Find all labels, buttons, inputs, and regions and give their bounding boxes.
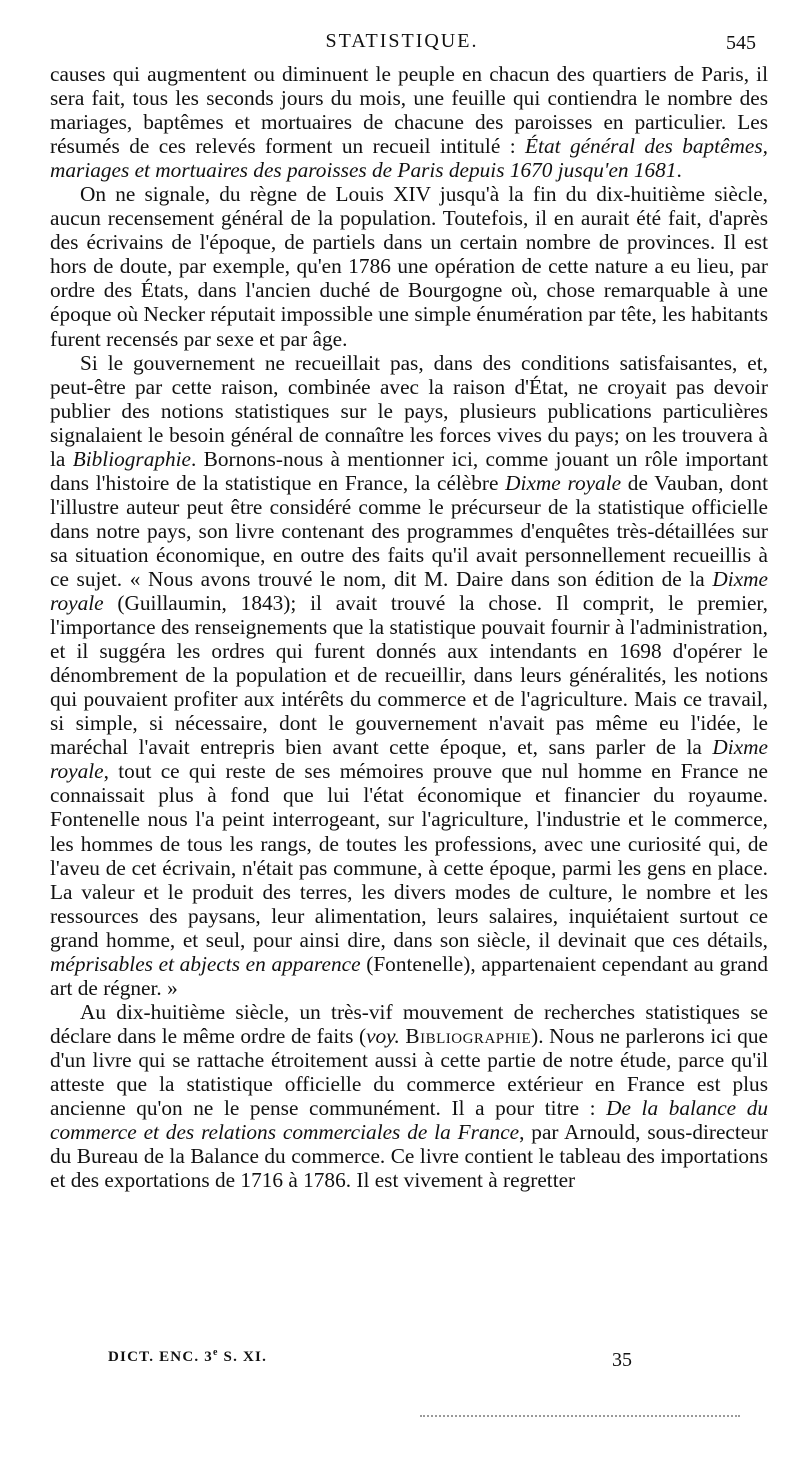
page-number: 545 [726,32,756,54]
text-run: de Vauban, dont l'illustre auteur peut être considéré comme le précurseur de la statistique officielle dans notre pays, son livre contenant des programmes d'enquêtes très-détaillées sur sa situation économique, en outre des faits qu'il avait personnellement recueillis à ce sujet. « Nous avons trouvé le nom, dit M. Daire dans son édition de la [50,470,768,591]
bottom-dotted-rule [420,1415,740,1417]
italic-text: Dixme royale [505,470,622,495]
italic-text: Dixme royale [50,735,768,784]
running-title: STATISTIQUE. [325,30,479,52]
italic-text: État général des baptêmes, mariages et mortuaires des paroisses de Paris depuis 1670 jusqu'en 1681 [50,134,768,183]
italic-text: méprisables et abjects en apparence [50,951,361,976]
text-run: . [676,158,682,183]
text-run: , par Arnould, sous-directeur du Bureau de la Balance du commerce. Ce livre contient le tableau des importations et des exportations de 1716 à 1786. Il est vivement à regretter [50,1120,768,1193]
text-run: On ne signale, du règne de Louis XIV jusqu'à la fin du dix-huitième siècle, aucun recensement général de la population. Toutefois, il en aurait été fait, d'après des écrivains de l'époque, de partiels dans un certain nombre de provinces. Il est hors de doute, par exemple, qu'en 1786 une opération de cette nature a eu lieu, par ordre des États, dans l'ancien duché de Bourgogne où, chose remarquable à une époque où Necker réputait impossible une simple énumération par tête, les habitants furent recensés par sexe et par âge. [50,182,768,351]
text-run: Au dix-huitième siècle, un très-vif mouvement de recherches statistiques se déclare dans le même ordre de faits ( [50,999,768,1048]
paragraph [50,62,768,182]
small-caps-text: Bibliographie [405,1023,532,1048]
body-text [50,62,768,1192]
text-run: . Bornons-nous à mentionner ici, comme jouant un rôle important dans l'histoire de la statistique en France, la célèbre [50,446,768,495]
text-run: Si le gouvernement ne recueillait pas, dans des conditions satisfaisantes, et, peut-être par cette raison, combinée avec la raison d'État, ne croyait pas devoir publier des notions statistiques sur le pays, plusieurs publications particulières signalaient le besoin général de connaître les forces vives du pays; on les trouvera à la [50,350,768,471]
paragraph [50,182,768,350]
italic-text: voy. [366,1023,400,1048]
text-run: ). Nous ne parlerons ici que d'un livre qui se rattache étroitement aussi à cette partie de notre étude, parce qu'il atteste que la statistique officielle du commerce extérieur en France est plus ancienne qu'on ne le pense communément. Il a pour titre : [50,1023,768,1121]
text-run: causes qui augmentent ou diminuent le peuple en chacun des quartiers de Paris, il sera fait, tous les seconds jours du mois, une feuille qui contiendra le nombre des mariages, baptêmes et mortuaires de chacune des paroisses en particulier. Les résumés de ces relevés forment un recueil intitulé : [50,62,768,159]
text-run: , tout ce qui reste de ses mémoires prouve que nul homme en France ne connaissait plus à fond que lui l'état économique et financier du royaume. Fontenelle nous l'a peint interrogeant, sur l'agriculture, l'industrie et le commerce, les hommes de tous les rangs, de toutes les professions, avec une curiosité qui, de l'aveu de cet écrivain, n'était pas commune, à cette époque, parmi les gens en place. La valeur et le produit des terres, les divers modes de culture, le nombre et les ressources des paysans, leur alimentation, leurs salaires, inquiétaient surtout ce grand homme, et seul, pour ainsi dire, dans son siècle, il devinait que ces détails, [50,759,768,952]
italic-text: Dixme royale [50,566,768,616]
text-run: (Guillaumin, 1843); il avait trouvé la chose. Il comprit, le premier, l'importance des renseignements que la statistique pouvait fournir à l'administration, et il suggéra les ordres qui furent donnés aux intendants en 1698 d'opérer le dénombrement de la population et de recueillir, dans leurs généralités, les notions qui pouvaient profiter aux intérêts du commerce et de l'agriculture. Mais ce travail, si simple, si nécessaire, dont le gouvernement n'avait pas même eu l'idée, le maréchal l'avait entrepris bien avant cette époque, et, sans parler de la [50,591,768,760]
paragraph [50,351,768,1000]
italic-text: De la balance du commerce et des relations commerciales de la France [50,1096,768,1145]
italic-text: Bibliographie [72,446,192,471]
page-footer [100,1343,680,1373]
page-header [48,30,756,60]
paragraph [50,1000,768,1192]
folio-number: 35 [612,1349,632,1371]
text-run: (Fontenelle), appartenaient cependant au grand art de régner. » [50,951,768,1000]
signature-mark: DICT. ENC. 3e S. XI. [108,1347,268,1365]
